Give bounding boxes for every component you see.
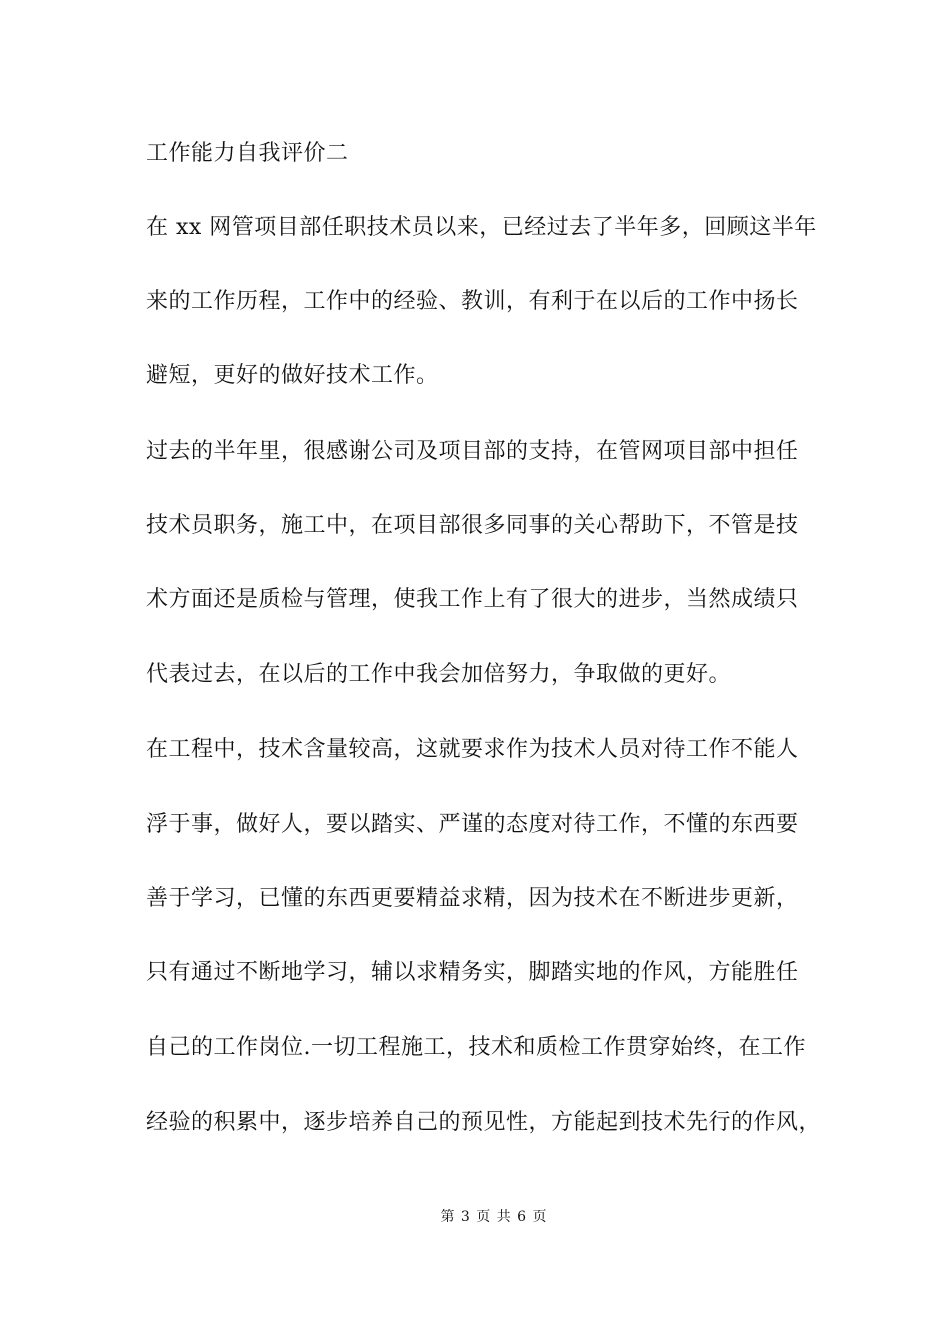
body-line: 技术员职务，施工中，在项目部很多同事的关心帮助下，不管是技 [146, 513, 799, 538]
body-line: 自己的工作岗位.一切工程施工，技术和质检工作贯穿始终，在工作 [146, 1035, 806, 1060]
body-line: 在 xx 网管项目部任职技术员以来，已经过去了半年多，回顾这半年 [146, 215, 817, 240]
body-line: 过去的半年里，很感谢公司及项目部的支持，在管网项目部中担任 [146, 439, 799, 464]
body-line: 代表过去，在以后的工作中我会加倍努力，争取做的更好。 [146, 662, 732, 687]
body-line: 来的工作历程，工作中的经验、教训，有利于在以后的工作中扬长 [146, 289, 799, 314]
body-line: 术方面还是质检与管理，使我工作上有了很大的进步，当然成绩只 [146, 587, 799, 612]
body-line: 避短，更好的做好技术工作。 [146, 363, 439, 388]
body-line: 浮于事，做好人，要以踏实、严谨的态度对待工作，不懂的东西要 [146, 812, 799, 837]
body-line: 善于学习，已懂的东西更要精益求精，因为技术在不断进步更新， [146, 886, 799, 911]
page-number-footer: 第 3 页 共 6 页 [440, 1209, 548, 1225]
body-line: 在工程中，技术含量较高，这就要求作为技术人员对待工作不能人 [146, 737, 799, 762]
body-line: 经验的积累中，逐步培养自己的预见性，方能起到技术先行的作风， [146, 1110, 822, 1135]
body-line: 只有通过不断地学习，辅以求精务实，脚踏实地的作风，方能胜任 [146, 960, 799, 985]
section-heading: 工作能力自我评价二 [146, 141, 349, 166]
